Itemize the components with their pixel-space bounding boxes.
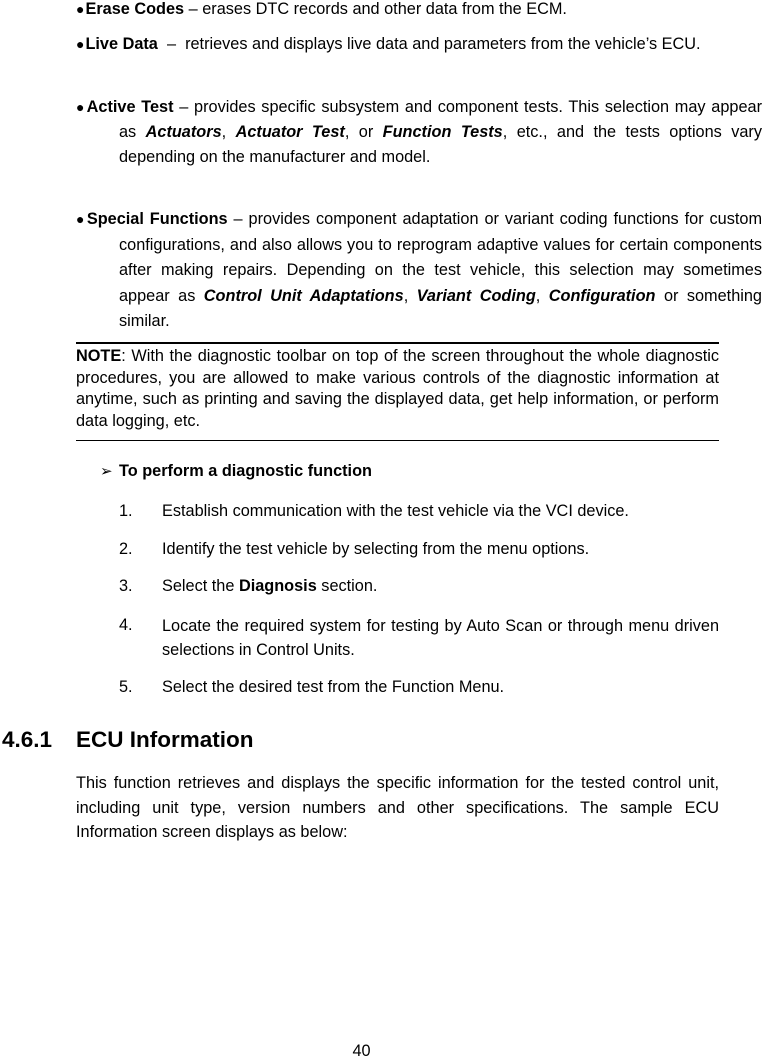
step-number: 2. [119, 540, 133, 558]
bullet-special-functions: ●Special Functions – provides component adaptation or variant coding functions for custom configurations, and also allows you to reprogram adaptive values for certain components after making repairs. Depending on the test vehicle, this selection may sometimes appear as Control Unit Adaptations, Variant Coding, Configuration or something similar. [76, 210, 762, 330]
step-text: Identify the test vehicle by selecting from the menu options. [162, 540, 590, 558]
note-bottom-rule [76, 440, 719, 441]
bullet-title: Special Functions [86, 210, 228, 228]
step-number: 1. [119, 502, 133, 520]
step-number: 4. [119, 616, 133, 634]
section-body: This function retrieves and displays the specific information for the tested control unit, including unit type, version numbers and other specifications. The sample ECU Information screen displays as below: [76, 774, 719, 841]
note-label: NOTE [76, 347, 122, 365]
bullet-dot-icon: ● [76, 1, 85, 17]
procedure-title: To perform a diagnostic function [119, 462, 372, 480]
page-number: 40 [352, 1042, 371, 1060]
step-number: 3. [119, 577, 133, 595]
section-number: 4.6.1 [2, 727, 53, 752]
bullet-title: Active Test [86, 98, 174, 116]
step-text: Establish communication with the test vehicle via the VCI device. [162, 502, 629, 520]
note-text: : With the diagnostic toolbar on top of the screen throughout the whole diagnostic procedures, you are allowed to make various controls of the diagnostic information at anytime, such as printing and saving the displayed data, get help information, or perform data logging, etc. [76, 347, 719, 430]
bullet-erase-codes: ●Erase Codes – erases DTC records and other data from the ECM. [76, 0, 567, 18]
bullet-dot-icon: ● [76, 211, 86, 227]
arrow-marker-icon: ➢ [100, 462, 113, 480]
note-box [76, 346, 719, 432]
bullet-title: Erase Codes [85, 0, 185, 18]
section-title: ECU Information [76, 727, 254, 752]
bullet-text: erases DTC records and other data from the ECM. [202, 0, 567, 18]
note-top-rule [76, 342, 719, 344]
step-text: Locate the required system for testing by Auto Scan or through menu driven selections in Control Units. [162, 617, 719, 659]
bullet-dot-icon: ● [76, 99, 86, 115]
bullet-live-data-body: ●Live Data – retrieves and displays live data and parameters from the vehicle’s ECU. [76, 31, 762, 58]
step-text: Select the Diagnosis section. [162, 577, 378, 595]
step-number: 5. [119, 678, 133, 696]
bullet-active-test: ●Active Test – provides specific subsystem and component tests. This selection may appear as Actuators, Actuator Test, or Function Tests, etc., and the tests options vary depending on the manufacturer and model. [76, 98, 762, 166]
step-text: Select the desired test from the Function Menu. [162, 678, 505, 696]
